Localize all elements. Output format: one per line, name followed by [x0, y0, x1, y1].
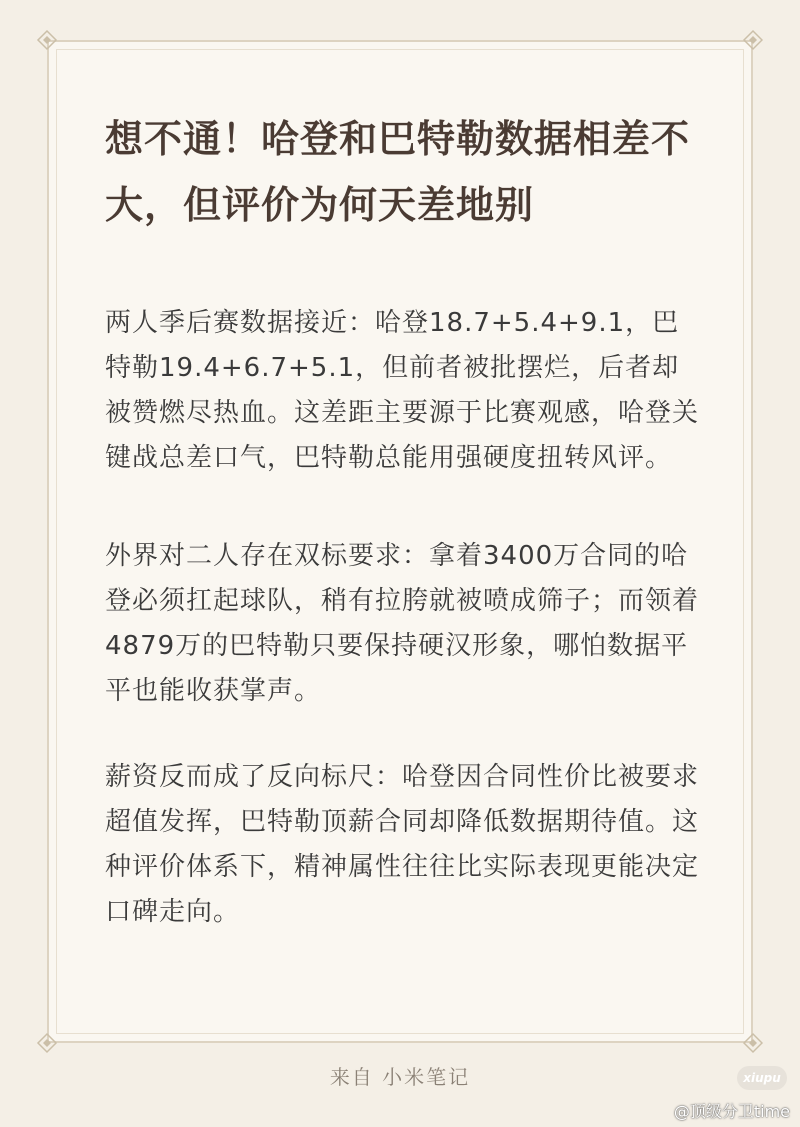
paragraph-double-standard: 外界对二人存在双标要求：拿着3400万合同的哈登必须扛起球队，稍有拉胯就被喷成筛子；而领着4879万的巴特勒只要保持硬汉形象，哪怕数据平平也能收获掌声。: [105, 541, 700, 706]
paragraph-stats: 两人季后赛数据接近：哈登18.7+5.4+9.1，巴特勒19.4+6.7+5.1，但前者被批摆烂，后者却被赞燃尽热血。这差距主要源于比赛观感，哈登关键战总差口气，巴特勒总能用强硬度扭转风评。: [105, 308, 700, 473]
watermark-text: @顶级分卫time: [673, 1102, 790, 1121]
footer-source: 来自 小米笔记: [329, 1065, 471, 1089]
corner-ornament-icon: [742, 1032, 764, 1054]
watermark-logo-icon: xiupu: [737, 1066, 787, 1090]
corner-ornament-icon: [36, 1032, 58, 1054]
note-title: 想不通！哈登和巴特勒数据相差不大，但评价为何天差地别: [105, 117, 691, 227]
corner-ornament-icon: [742, 29, 764, 51]
paragraph-salary: 薪资反而成了反向标尺：哈登因合同性价比被要求超值发挥，巴特勒顶薪合同却降低数据期待值。这种评价体系下，精神属性往往比实际表现更能决定口碑走向。: [105, 762, 700, 927]
corner-ornament-icon: [36, 29, 58, 51]
